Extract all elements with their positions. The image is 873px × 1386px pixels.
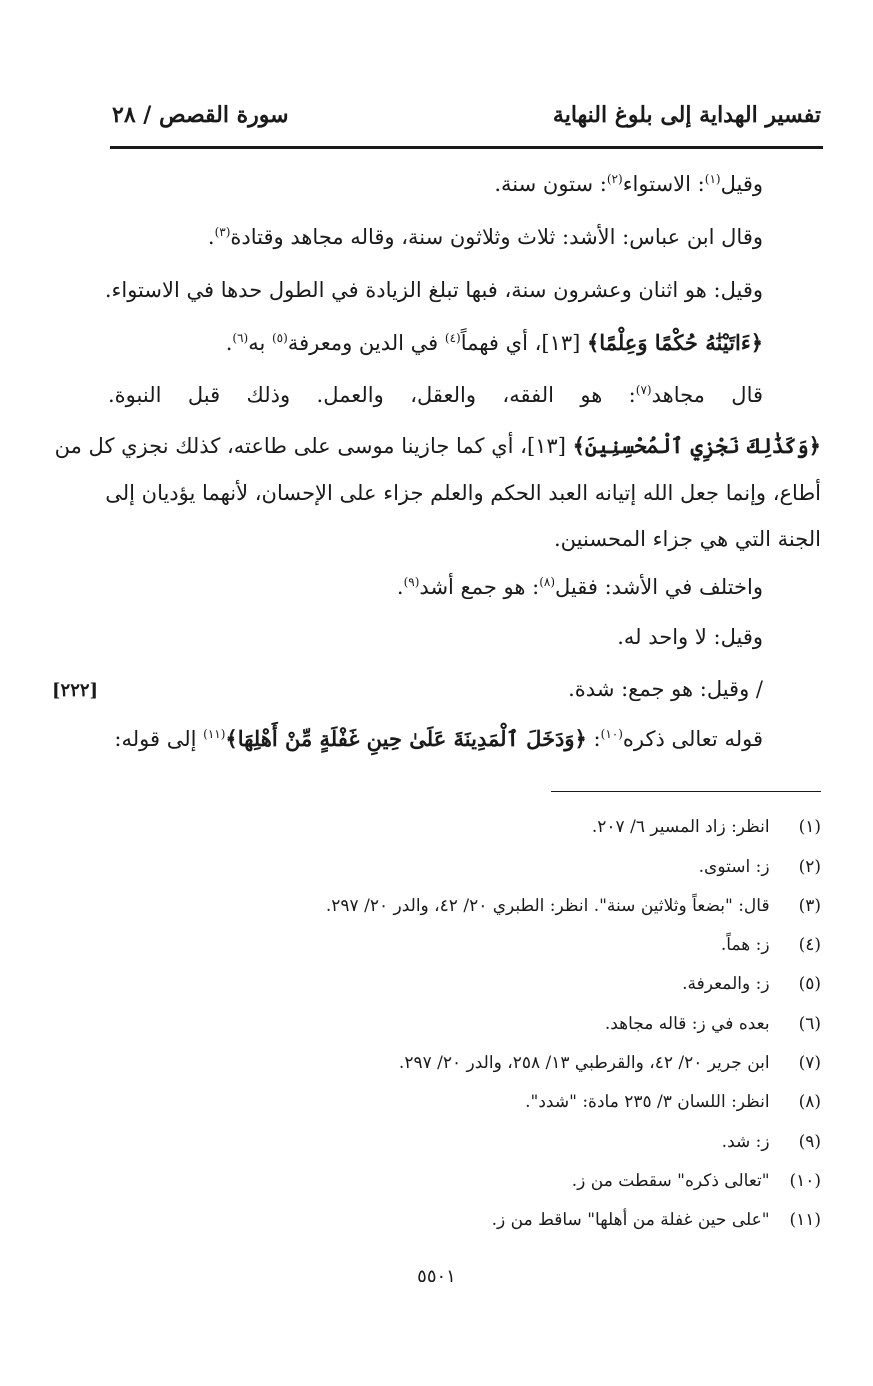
footnote-text: انظر: اللسان ٣/ ٢٣٥ مادة: "شدد". — [525, 1092, 770, 1112]
body-line-7: أطاع، وإنما جعل الله إتيانه العبد الحكم والعلم جزاء على الإحسان، لأنهما يؤديان إلى — [105, 481, 821, 505]
body-line-5 — [108, 378, 763, 412]
footnote-text: قال: "بضعاً وثلاثين سنة". انظر: الطبري ٢٠/ ٤٢، والدر ٢٠/ ٢٩٧. — [325, 896, 770, 916]
footnote-text: ز: هماً. — [720, 935, 770, 955]
footnote-rule — [551, 791, 821, 792]
footnote-text: ابن جرير ٢٠/ ٤٢، والقرطبي ١٣/ ٢٥٨، والدر ٢٠/ ٢٩٧. — [398, 1053, 770, 1073]
footnote-text: بعده في ز: قاله مجاهد. — [604, 1014, 770, 1034]
footnote — [108, 1206, 821, 1234]
footnote-ref: (١١) — [203, 727, 226, 741]
footnote-ref: (٨) — [539, 575, 556, 589]
footnote-text: "تعالى ذكره" سقطت من ز. — [571, 1171, 770, 1191]
footnote-text: "على حين غفلة من أهلها" ساقط من ز. — [491, 1210, 770, 1230]
footnote — [108, 1049, 821, 1077]
text-run: : — [586, 727, 601, 751]
body-line-8: الجنة التي هي جزاء المحسنين. — [553, 527, 821, 551]
footnote — [108, 970, 821, 998]
footnote — [108, 892, 821, 920]
footnote-number: (٣) — [798, 896, 821, 916]
body-line-2 — [108, 220, 763, 254]
footnote-text: ز: والمعرفة. — [682, 974, 770, 994]
text-run: . — [207, 225, 215, 249]
footnote-number: (٩) — [798, 1132, 821, 1152]
text-run: : الاستواء — [622, 172, 705, 196]
footnote-number: (١٠) — [789, 1171, 821, 1191]
body-line-9 — [108, 570, 763, 604]
text-run: قوله تعالى ذكره — [622, 727, 763, 751]
footnote-ref: (٧) — [635, 383, 652, 397]
footnote-text: ز: شد. — [721, 1132, 770, 1152]
footnote-number: (٨) — [798, 1092, 821, 1112]
body-line-12 — [108, 722, 763, 756]
footnote-ref: (٩) — [403, 575, 420, 589]
quran-verse: ﴿وَكَذَٰلِكَ نَجْزِي ٱلْمُحْسِنِينَ﴾ — [572, 433, 821, 458]
book-title: تفسير الهداية إلى بلوغ النهاية — [552, 102, 821, 128]
body-line-1 — [108, 167, 763, 201]
footnote-text: ز: استوى. — [698, 857, 770, 877]
footnote-ref: (٣) — [214, 225, 231, 239]
text-run: وقيل — [720, 172, 763, 196]
text-run: . — [396, 575, 404, 599]
text-run: في الدين ومعرفة — [287, 331, 445, 355]
footnote-number: (٥) — [798, 974, 821, 994]
page-number: ٥٥٠١ — [417, 1266, 456, 1287]
text-run: به — [248, 331, 272, 355]
footnote-ref: (٢) — [606, 172, 623, 186]
quran-verse: ﴿ءَاتَيْنَٰهُ حُكْمًا وَعِلْمًا﴾ — [587, 330, 763, 355]
header-rule — [110, 146, 823, 149]
footnote-number: (٧) — [798, 1053, 821, 1073]
manuscript-folio-ref: [٢٢٢] — [52, 680, 99, 701]
text-run: إلى قوله: — [114, 727, 204, 751]
footnote-ref: (٥) — [271, 331, 288, 345]
footnote — [108, 853, 821, 881]
footnote-number: (٦) — [798, 1014, 821, 1034]
text-run: قال مجاهد — [651, 383, 764, 407]
text-run: [١٣]، أي فهماً — [460, 331, 587, 355]
text-run: . — [225, 331, 233, 355]
footnote-number: (١١) — [789, 1210, 821, 1230]
body-line-3: وقيل: هو اثنان وعشرون سنة، فبها تبلغ الزيادة في الطول حدها في الاستواء. — [104, 278, 763, 302]
text-run: : هو الفقه، والعقل، والعمل. وذلك قبل النبوة. — [108, 383, 636, 407]
footnote — [108, 1010, 821, 1038]
footnote-number: (٤) — [798, 935, 821, 955]
text-run: واختلف في الأشد: فقيل — [555, 575, 763, 599]
footnote-text: انظر: زاد المسير ٦/ ٢٠٧. — [591, 817, 770, 837]
footnote — [108, 1167, 821, 1195]
body-line-4 — [108, 326, 763, 360]
footnote-number: (٢) — [798, 857, 821, 877]
body-line-11: / وقيل: هو جمع: شدة. — [568, 677, 763, 701]
footnote-number: (١) — [798, 817, 821, 837]
footnote-ref: (١٠) — [600, 727, 623, 741]
text-run: : ستون سنة. — [494, 172, 607, 196]
surah-title: سورة القصص / ٢٨ — [112, 102, 289, 128]
footnote-ref: (٦) — [232, 331, 249, 345]
text-run: : هو جمع أشد — [419, 575, 540, 599]
footnote — [108, 1088, 821, 1116]
quran-verse: ﴿وَدَخَلَ ٱلْمَدِينَةَ عَلَىٰ حِينِ غَفْلَةٍ مِّنْ أَهْلِهَا﴾ — [225, 726, 587, 751]
body-line-10: وقيل: لا واحد له. — [617, 625, 763, 649]
footnote — [108, 813, 821, 841]
footnote-ref: (٤) — [444, 331, 461, 345]
footnote-ref: (١) — [704, 172, 721, 186]
text-run: وقال ابن عباس: الأشد: ثلاث وثلاثون سنة، وقاله مجاهد وقتادة — [230, 225, 763, 249]
text-run: [١٣]، أي كما جازينا موسى على طاعته، كذلك نجزي كل من — [54, 434, 573, 458]
footnote — [108, 1128, 821, 1156]
footnote — [108, 931, 821, 959]
body-line-6 — [54, 429, 821, 463]
